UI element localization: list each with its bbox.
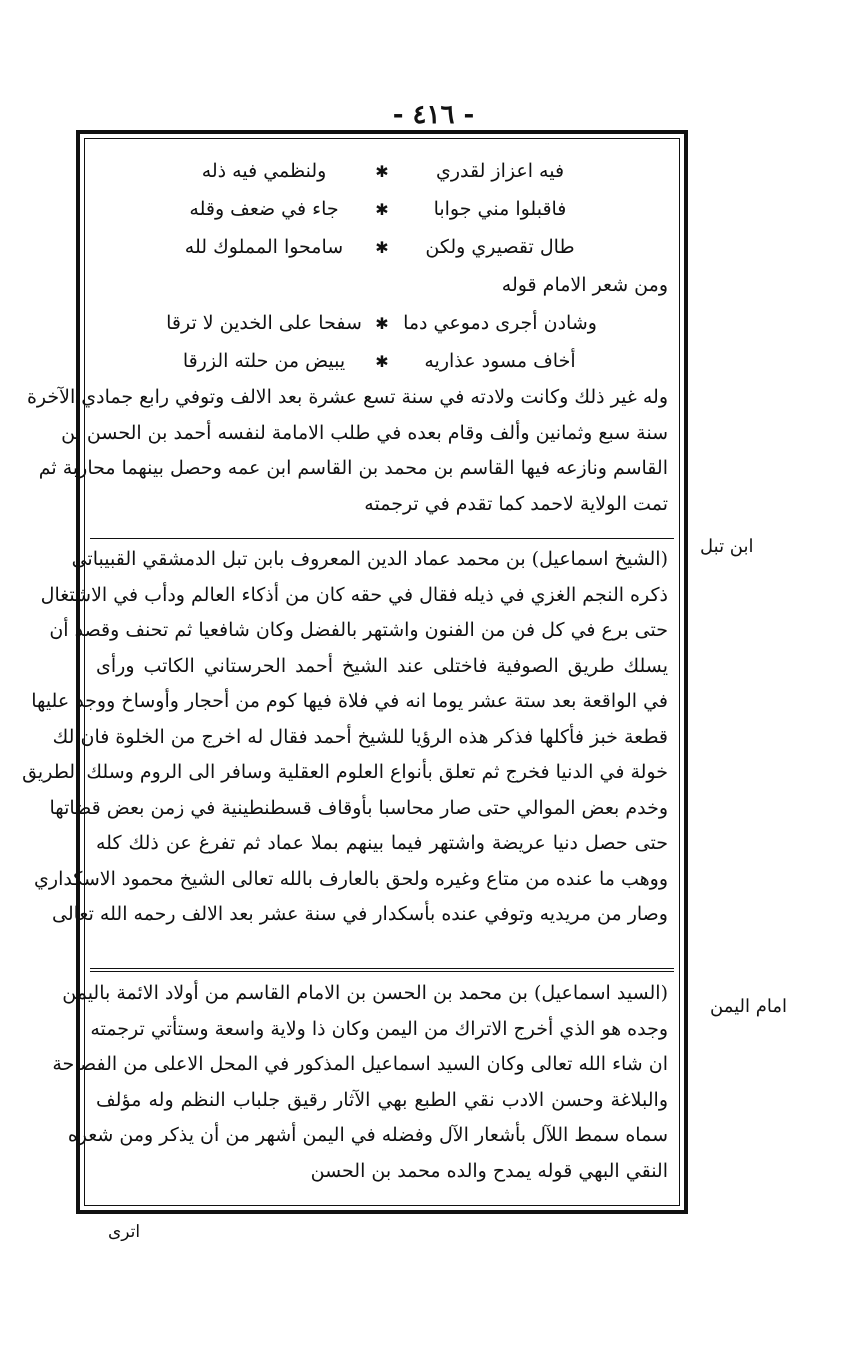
- verse-separator-icon: ✱: [375, 237, 389, 257]
- text-line: حتى برع في كل فن من الفنون واشتهر بالفضل وكان شافعيا ثم تحنف وقصد أن: [49, 619, 668, 641]
- section-divider: [90, 538, 674, 541]
- verse-separator-icon: ✱: [375, 199, 389, 219]
- section-imam-continuation: [26, 152, 672, 522]
- hemistich-first: فاقبلوا مني جوابا: [433, 198, 567, 220]
- text-line: (الشيخ اسماعيل) بن محمد عماد الدين المعروف بابن تبل الدمشقي القبيباتي: [71, 548, 668, 570]
- text-line: ووهب ما عنده من متاع وغيره ولحق بالعارف بالله تعالى الشيخ محمود الاسكداري: [34, 867, 668, 890]
- verse-separator-icon: ✱: [375, 161, 389, 181]
- poem-intro: ومن شعر الامام قوله: [501, 274, 668, 296]
- text-line: (السيد اسماعيل) بن محمد بن الحسن بن الامام القاسم من أولاد الائمة باليمن: [62, 982, 668, 1004]
- text-line: القاسم ونازعه فيها القاسم بن محمد بن القاسم ابن عمه وحصل بينهما محاربة ثم: [38, 457, 668, 479]
- page-number: - ٤١٦ -: [392, 100, 475, 130]
- text-line: خولة في الدنيا فخرج ثم تعلق بأنواع العلوم العقلية وسافر الى الروم وسلك الطريق: [22, 761, 668, 783]
- text-line: النقي البهي قوله يمدح والده محمد بن الحسن: [310, 1159, 668, 1182]
- hemistich-second: ولنظمي فيه ذله: [201, 160, 327, 182]
- text-line: ذكره النجم الغزي في ذيله فقال في حقه كان من أذكاء العالم ودأب في الاشتغال: [40, 583, 668, 606]
- text-line: في الواقعة بعد ستة عشر يوما انه في فلاة فيها كوم من أحجار وأوساخ ووجد عليها: [31, 690, 668, 712]
- section-divider-double: [90, 968, 674, 972]
- text-line: وجده هو الذي أخرج الاتراك من اليمن وكان ذا ولاية واسعة وستأتي ترجمته: [90, 1017, 668, 1040]
- section-ibn-tabl: [22, 542, 672, 933]
- verse-separator-icon: ✱: [375, 313, 389, 333]
- verse: [92, 342, 672, 380]
- hemistich-second: سفحا على الخدين لا ترقا: [166, 312, 362, 334]
- verse: [92, 304, 672, 342]
- hemistich-first: وشادن أجرى دموعي دما: [403, 312, 597, 334]
- text-line: تمت الولاية لاحمد كما تقدم في ترجمته: [364, 492, 668, 515]
- text-line: سماه سمط اللآل بأشعار الآل وفضله في اليمن أشهر من أن يذكر ومن شعره: [67, 1124, 668, 1146]
- margin-note-imam-yemen: امام اليمن: [710, 996, 788, 1017]
- hemistich-first: أخاف مسود عذاريه: [424, 350, 576, 372]
- hemistich-second: سامحوا المملوك لله: [184, 236, 344, 258]
- verse-separator-icon: ✱: [375, 351, 389, 371]
- margin-note-ibn-tabl: ابن تبل: [700, 536, 754, 557]
- section-imam-yemen: [52, 976, 672, 1189]
- text-line: وله غير ذلك وكانت ولادته في سنة تسع عشرة بعد الالف وتوفي رابع جمادي الآخرة: [26, 386, 668, 408]
- text-line: قطعة خبز فأكلها فذكر هذه الرؤيا للشيخ أحمد فقال له اخرج من الخلوة فان لك: [52, 725, 668, 748]
- catchword: اترى: [108, 1222, 141, 1242]
- text-line: وخدم بعض الموالي حتى صار محاسبا بأوقاف قسطنطينية في زمن بعض قضاتها: [49, 796, 668, 819]
- hemistich-first: طال تقصيري ولكن: [425, 236, 575, 258]
- hemistich-second: جاء في ضعف وقله: [189, 198, 339, 220]
- hemistich-first: فيه اعزاز لقدري: [435, 160, 565, 182]
- text-line: والبلاغة وحسن الادب نقي الطبع بهي الآثار رقيق جلباب النظم وله مؤلف: [96, 1088, 668, 1111]
- text-line: ان شاء الله تعالى وكان السيد اسماعيل المذكور في المحل الاعلى من الفصاحة: [52, 1053, 668, 1075]
- verse: [92, 190, 672, 228]
- text-line: يسلك طريق الصوفية فاختلى عند الشيخ أحمد الحرستاني الكاتب ورأى: [96, 654, 668, 677]
- text-line: سنة سبع وثمانين وألف وقام بعده في طلب الامامة لنفسه أحمد بن الحسن بن: [61, 421, 668, 444]
- text-line: وصار من مريديه وتوفي عنده بأسكدار في سنة عشر بعد الالف رحمه الله تعالى: [52, 903, 668, 925]
- verse: [92, 228, 672, 266]
- text-line: حتى حصل دنيا عريضة واشتهر فيما بينهم بملا عماد ثم تفرغ عن ذلك كله: [96, 832, 668, 854]
- verse: [92, 152, 672, 190]
- hemistich-second: يبيض من حلته الزرقا: [182, 350, 346, 372]
